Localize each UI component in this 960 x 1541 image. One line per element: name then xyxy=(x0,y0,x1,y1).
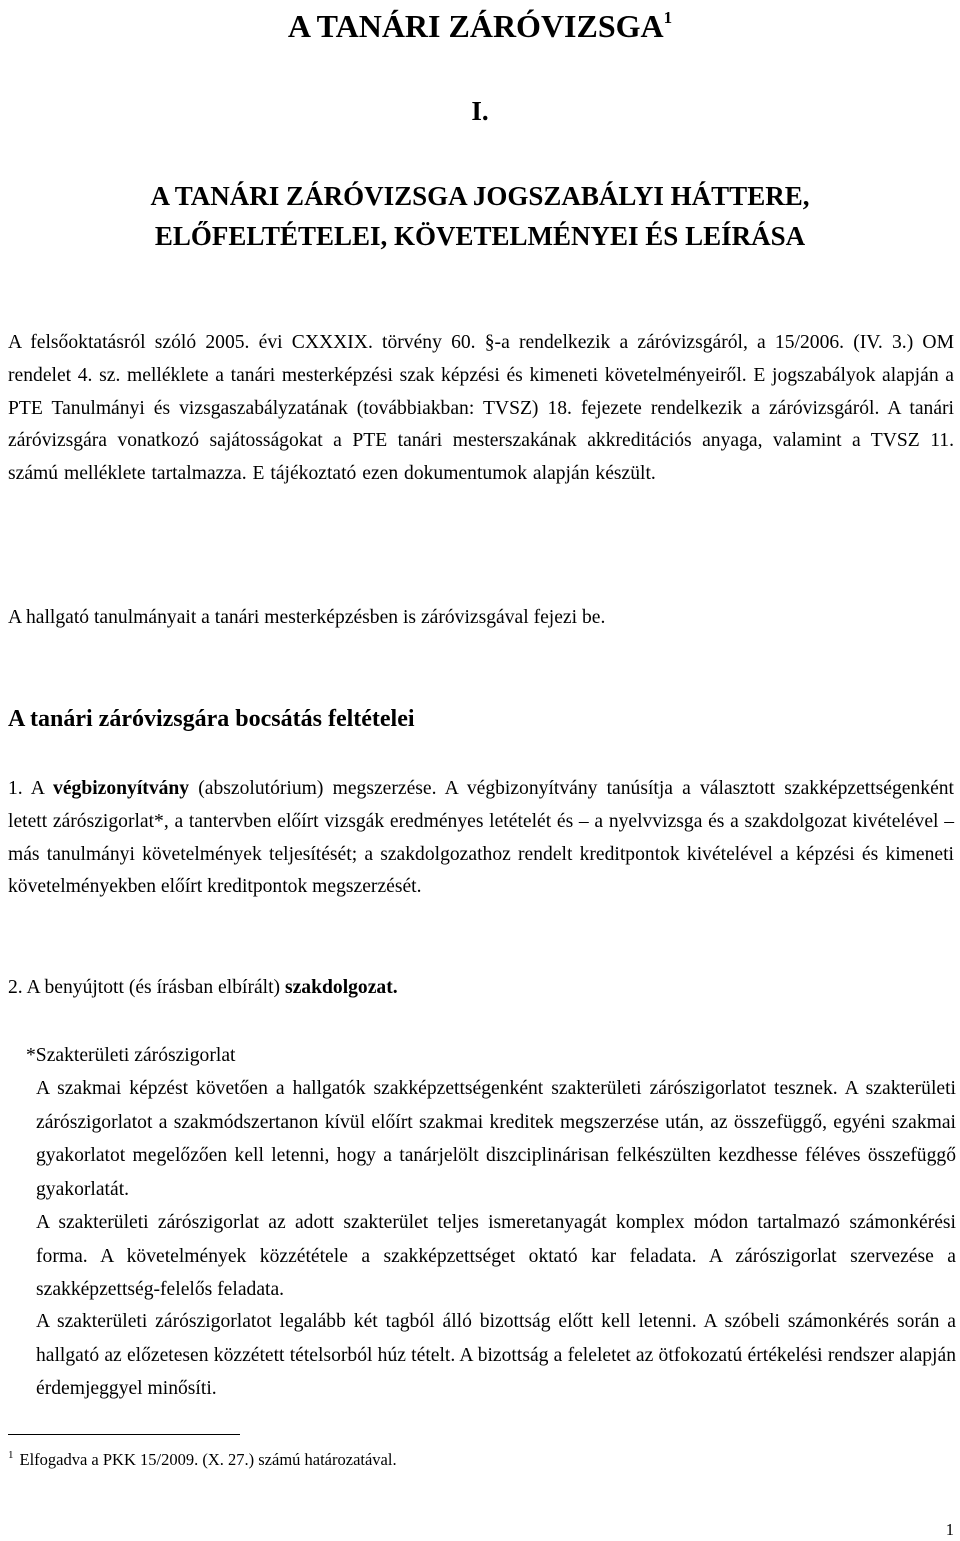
condition-item-1-text: A végbizonyítvány tanúsítja a választott szakképzettségenként letett zárószigorlat*, a tantervben előírt vizsgák eredményes letételét és – a nyelvvizsga és a szakdolgozat kivételével – más tanulmányi követelmények teljesítését; a szakdolgozathoz rendelt kreditpontok kivételével a képzési és kimeneti követelményekben előírt kreditpontok megszerzését. xyxy=(8,778,955,898)
intro-paragraph: A felsőoktatásról szóló 2005. évi CXXXIX. törvény 60. §-a rendelkezik a záróvizsgáról, a 15/2006. (IV. 3.) OM rendelet 4. sz. melléklete a tanári mesterképzési szak képzési és kimeneti követelményeiről. E jogszabályok alapján a PTE Tanulmányi és vizsgaszabályzatának (továbbiakban: TVSZ) 18. fejezete rendelkezik a záróvizsgáról. A tanári záróvizsgára vonatkozó sajátosságokat a PTE tanári mesterszakának akkreditációs anyaga, valamint a TVSZ 11. számú melléklete tartalmazza. E tájékoztató ezen dokumentumok alapján készült. xyxy=(8,332,954,485)
condition-item-1 xyxy=(8,773,954,904)
footnote-reference: 1 xyxy=(663,8,673,27)
condition-item-1-suffix: (abszolutórium) megszerzése. xyxy=(189,778,437,799)
conditions-section-title: A tanári záróvizsgára bocsátás feltételei xyxy=(8,706,415,732)
chapter-heading xyxy=(0,176,960,256)
condition-item-2-prefix: 2. A benyújtott (és írásban elbírált) xyxy=(8,977,285,998)
condition-item-2-keyword: szakdolgozat. xyxy=(284,977,398,998)
footnote xyxy=(8,1444,397,1471)
condition-item-1-keyword: végbizonyítvány xyxy=(53,778,190,799)
condition-item-1-prefix: 1. A xyxy=(8,778,54,799)
condition-item-2 xyxy=(8,972,954,1005)
note-paragraph-1: A szakmai képzést követően a hallgatók szakképzettségenként szakterületi zárószigorlatot tesznek. A szakterületi zárószigorlatot a szakmódszertanon kívül előírt szakmai kreditek megszerzése után, az összefüggő, egyéni szakmai gyakorlatot megelőzően kell letenni, hogy a tanárjelölt diszciplinárisan felkészülten kezdhesse féléves összefüggő gyakorlatát. xyxy=(36,1078,956,1200)
footnote-separator xyxy=(8,1434,240,1435)
chapter-heading-line-1: A TANÁRI ZÁRÓVIZSGA JOGSZABÁLYI HÁTTERE, xyxy=(150,181,810,211)
document-title-text: A TANÁRI ZÁRÓVIZSGA xyxy=(287,8,664,44)
note-title: *Szakterületi zárószigorlat xyxy=(26,1045,236,1066)
note-paragraph-3: A szakterületi zárószigorlatot legalább két tagból álló bizottság előtt kell letenni. A szóbeli számonkérés során a hallgató az előzetesen közzétett tételsorból húz tételt. A bizottság a feleletet az ötfokozatú értékelési rendszer alapján érdemjeggyel minősíti. xyxy=(36,1311,956,1399)
document-title xyxy=(0,0,960,46)
chapter-number: I. xyxy=(471,96,489,126)
chapter-heading-line-2: ELŐFELTÉTELEI, KÖVETELMÉNYEI ÉS LEÍRÁSA xyxy=(154,221,806,251)
note-paragraph-2: A szakterületi zárószigorlat az adott szakterület teljes ismeretanyagát komplex módon tartalmazó számonkérési forma. A követelmények közzététele a szakképzettséget oktató kar feladata. A zárószigorlat szervezése a szakképzettség-felelős feladata. xyxy=(36,1212,956,1300)
page-number: 1 xyxy=(945,1520,954,1539)
footnote-text: Elfogadva a PKK 15/2009. (X. 27.) számú határozatával. xyxy=(19,1450,397,1469)
intro-closing-sentence: A hallgató tanulmányait a tanári mesterképzésben is záróvizsgával fejezi be. xyxy=(8,607,606,628)
footnote-marker: 1 xyxy=(8,1449,14,1461)
